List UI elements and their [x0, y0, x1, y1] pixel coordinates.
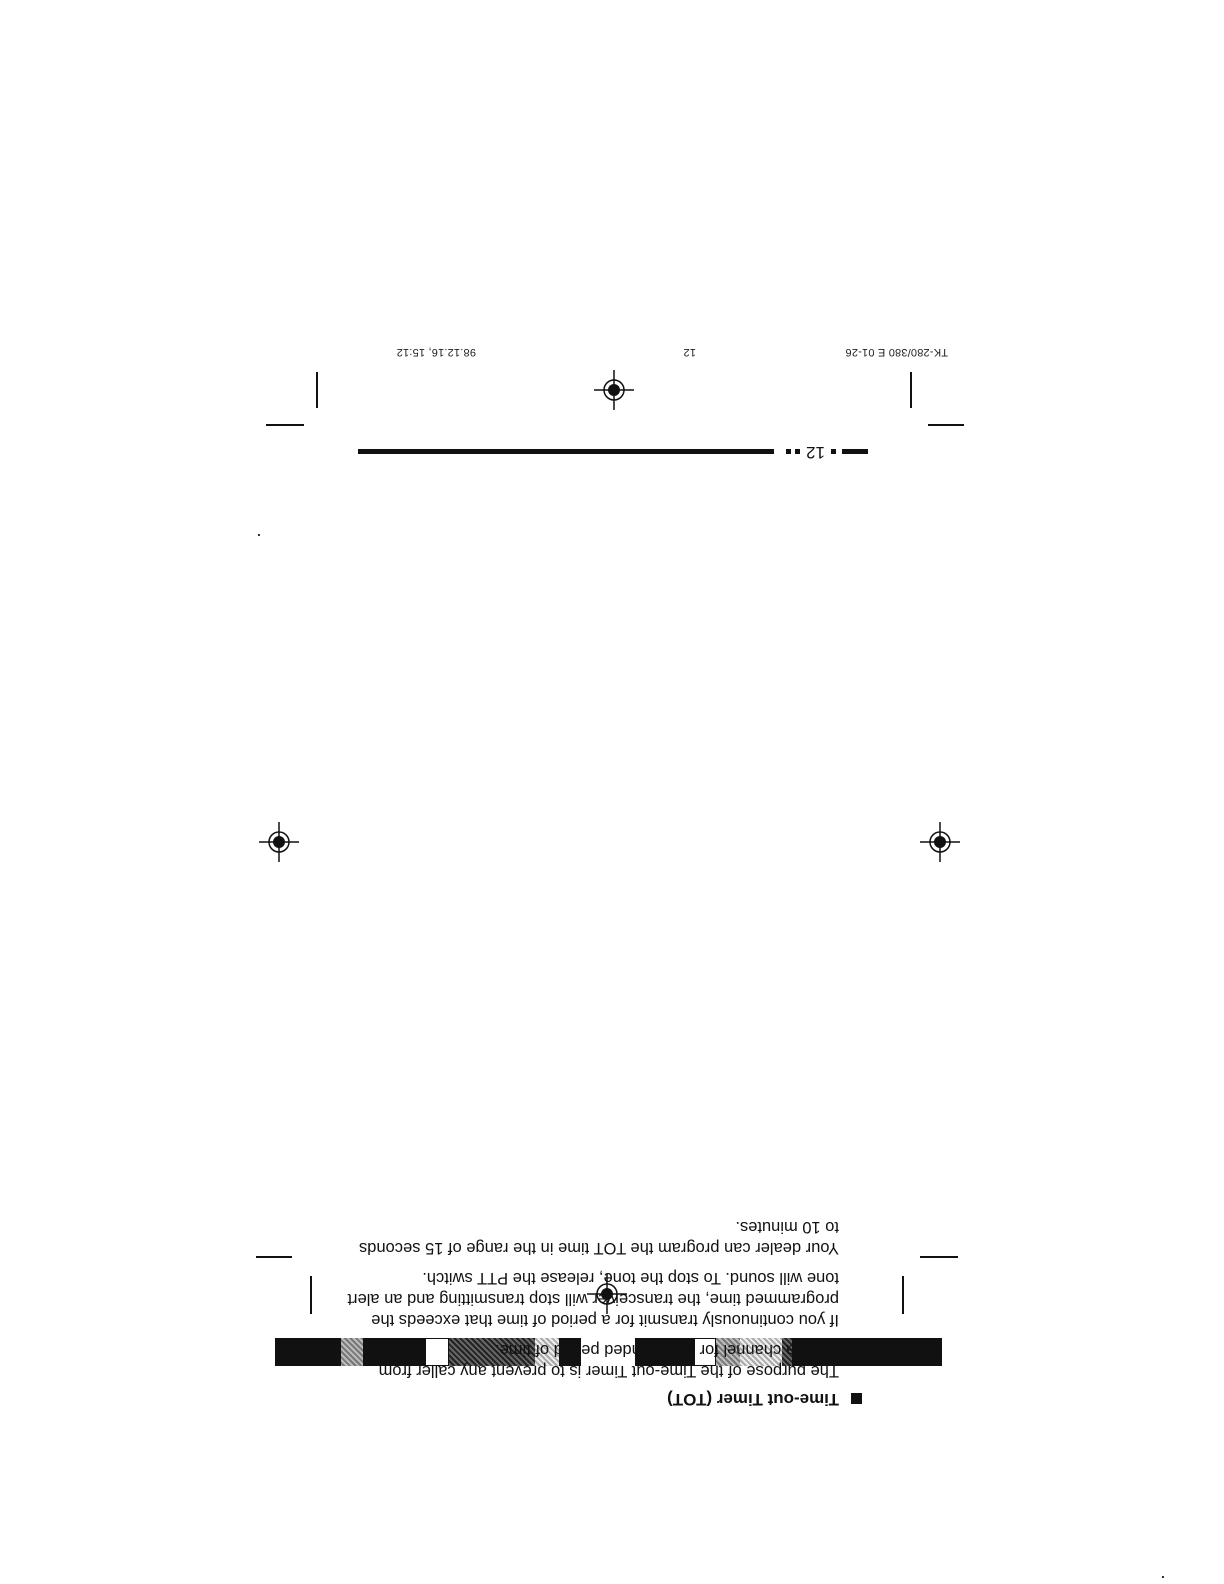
- page-number: 12: [806, 443, 825, 462]
- paragraph-1: The purpose of the Time-out Timer is to prevent any caller from using a channel for an extended period of time.: [378, 1341, 839, 1380]
- registration-mark-left: [920, 822, 960, 862]
- crop-mark-bottom-left: [910, 372, 912, 408]
- crop-mark-bottom-right-h: [266, 425, 304, 427]
- page-footer-rule: [358, 444, 868, 460]
- crop-mark-bottom-right: [316, 372, 318, 408]
- crop-mark-top-right-h: [256, 1257, 292, 1259]
- header-page: 12: [683, 346, 696, 358]
- crop-mark-top-left: [902, 1276, 904, 1314]
- bullet-square-icon: [851, 1394, 862, 1405]
- paragraph-2: If you continuously transmit for a period of time that exceeds the programmed time, the transceiver will stop transmitting and an alert tone will sound. To stop the tone, release the PTT switch.: [347, 1269, 839, 1329]
- registration-mark-right: [259, 822, 299, 862]
- tot-section: [342, 1207, 862, 1409]
- speck: [1162, 1576, 1164, 1578]
- crop-mark-top-right: [310, 1276, 312, 1314]
- crop-mark-top-left-h: [920, 1257, 958, 1259]
- speck: [258, 534, 260, 536]
- header-file-id: TK-280/380 E 01-26: [845, 346, 948, 358]
- registration-mark-bottom: [594, 370, 634, 410]
- section-title: Time-out Timer (TOT): [667, 1390, 839, 1409]
- crop-mark-bottom-left-h: [928, 425, 964, 427]
- section-heading: [342, 1389, 862, 1409]
- paragraph-3: Your dealer can program the TOT time in the range of 15 seconds to 10 minutes.: [358, 1218, 839, 1257]
- header-timestamp: 98.12.16, 15:12: [396, 346, 476, 358]
